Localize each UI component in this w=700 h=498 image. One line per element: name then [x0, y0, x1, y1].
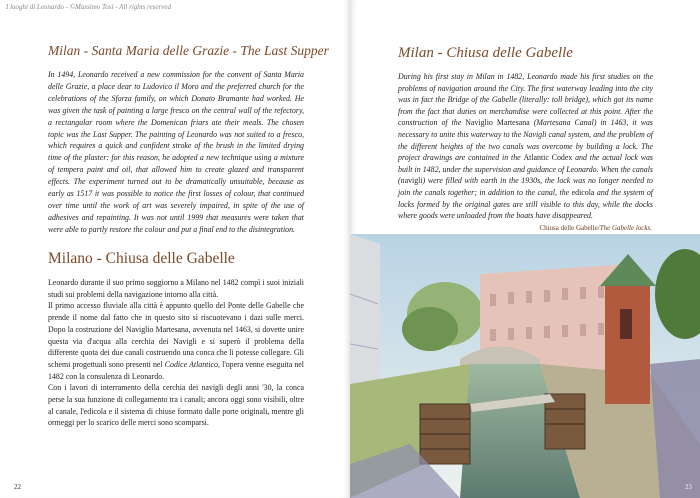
text: and the actual lock was built in 1482, under the supervision and guidance of Leonardo. When the canals (: [398, 153, 653, 186]
body-text-chiusa-en: [398, 71, 653, 222]
running-header: I luoghi di Leonardo - ©Massimo Tosi - All rights reserved: [6, 3, 172, 11]
section-title-chiusa-en: Milan - Chiusa delle Gabelle: [398, 45, 573, 61]
figure-caption: [539, 224, 652, 232]
right-page: [350, 0, 700, 498]
page-number: 22: [14, 483, 21, 491]
paragraph: Con i lavori di interramento della cerchia dei navigli degli anni '30, la conca perse la sua funzione di collegamento tra i canali; ancora oggi sono visibili, oltre al canale, l'edicola e il sistema di chiuse formato dalle porte originali, mentre gli ormeggi per lo scarico delle merci sono scomparsi.: [48, 383, 304, 428]
paragraph: [48, 300, 304, 382]
text: ) were filled with earth in the 1930s, the lock was no longer needed to join the canals together; in addition to the canal, the: [398, 176, 653, 197]
section-title-chiusa-it: Milano - Chiusa delle Gabelle: [48, 250, 235, 267]
text: , l'opera venne eseguita nel 1482 con la consulenza di Leonardo.: [48, 359, 304, 381]
text: (Martesana Canal) in 1463, it was necessary to unite this waterway to the Navigli canal system, and the problem of the different heights of the two canals was overcome by building a lock. The project drawings are contained in the: [398, 118, 653, 163]
text: navigli: [400, 176, 423, 186]
body-text-last-supper: In 1494, Leonardo received a new commission for the convent of Santa Maria delle Grazie, a place dear to Ludovico il Moro and the preferred church for the celebrations of the Sforza family, on which Donato Bramante had worked. He was given the task of painting a large fresco on the central wall of the refectory, a rectangular room where the Domenican friars ate their meals. The chosen topic was the Last Supper. The painting of Leonardo was not suited to a fresco, which requires a quick and confident stroke of the brush in the limited drying time of the plaster: for this reason, he adopted a new technique using a mixture of tempera paint and oil, that allowed him to create glazed and transparent effects. The experiment turned out to be dramatically unsuitable, because as early as 1517 it was possible to notice the first losses of colour, that continued over time until the work of art was severely impaired, in spite of the use of adhesives and repainting. It was not until 1999 that measures were taken that were able to partly restore the colour and put a final end to the disintegration.: [48, 70, 304, 234]
text: edicola: [571, 187, 595, 197]
text: and the system of locks formed by the original gates are still visible to this day, while the docks where goods were unloaded from the boats have disappeared.: [398, 187, 653, 221]
body-text-chiusa-it: [48, 277, 304, 429]
section-title-last-supper: Milan - Santa Maria delle Grazie - The Last Supper: [48, 43, 329, 58]
edicola-tower: [605, 284, 650, 404]
text: Il primo accesso fluviale alla città è appunto quello del Ponte delle Gabelle che prende il nome dal fatto che in questo sito si riscuotevano i dazi sulle merci. Dopo la costruzione del Naviglio Martesana, avvenuta nel 1463, si dovette unire questa via d'acqua alla cerchia dei Navigli e si superò il problema della differente quota dei due canali costruendo una conca che li potesse collegare. Gli schemi progettuali sono presenti nel: [48, 301, 304, 369]
watercolor-painting: [350, 234, 700, 498]
codex-title: Codice Atlantico: [164, 359, 219, 369]
caption-it: Chiusa delle Gabelle/: [539, 224, 600, 232]
text: Naviglio Martesana: [465, 118, 530, 128]
paragraph: Leonardo durante il suo primo soggiorno a Milano nel 1482 compì i suoi iniziali studi sui problemi della navigazione intorno alla città.: [48, 278, 304, 299]
caption-en: The Gabelle locks.: [599, 224, 652, 232]
page-number: 23: [685, 483, 692, 491]
text: During his first stay in Milan in 1482, Leonardo made his first studies on the problems of navigation around the City. The first waterway leading into the city was in fact the Bridge of the Gabelle (literally: toll bridge), which got its name from the fact that duties on merchandise were collected at this point. After the construction of the: [398, 72, 653, 128]
text: Atlantic Codex: [523, 153, 573, 163]
